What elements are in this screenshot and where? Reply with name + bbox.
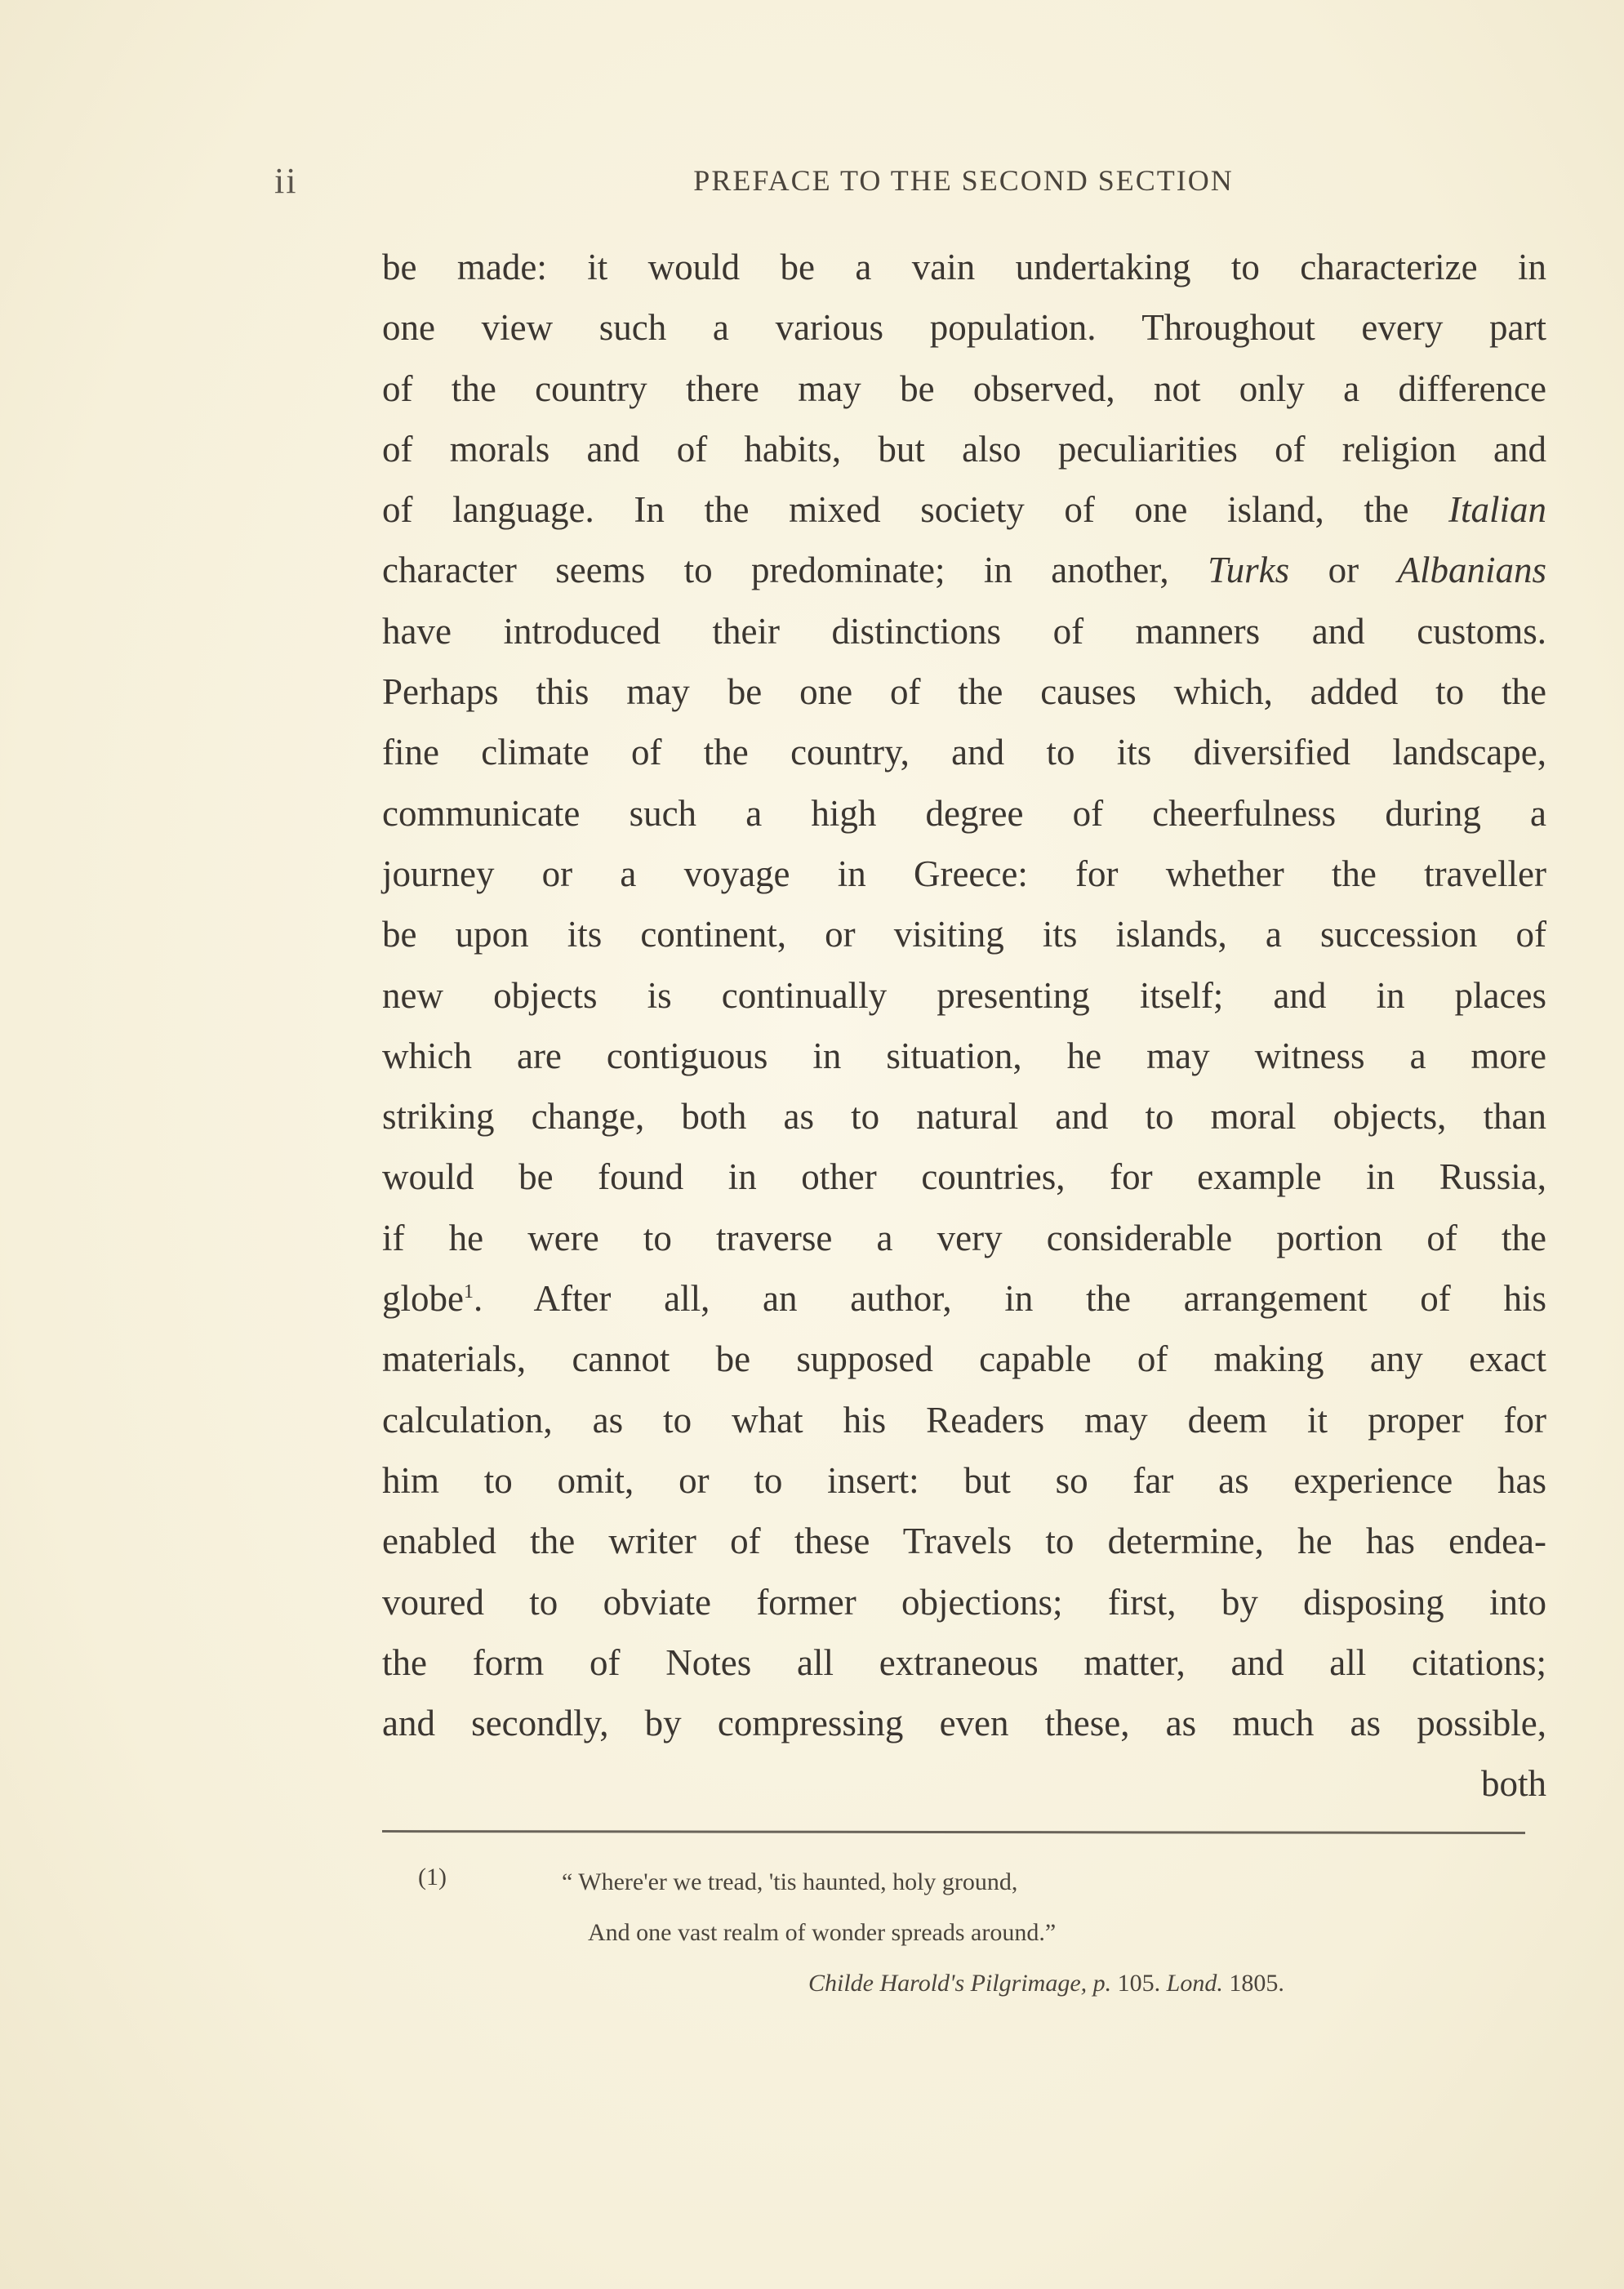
text-line [382, 783, 1546, 844]
text-line [382, 1753, 1546, 1814]
text-segment: voured to obviate former objections; first, by disposing into [382, 1581, 1546, 1623]
text-line [382, 844, 1546, 904]
text-line [382, 1329, 1546, 1389]
text-line [382, 904, 1546, 964]
footnote-reference: 1 [463, 1281, 474, 1303]
text-line [382, 237, 1546, 297]
text-segment: communicate such a high degree of cheerfulness during a [382, 792, 1546, 834]
text-segment: character seems to predominate; in another, [382, 550, 1208, 591]
text-line [382, 965, 1546, 1026]
text-segment: . After all, an author, in the arrangement of his [473, 1278, 1546, 1320]
text-line [382, 1693, 1546, 1753]
text-line [382, 479, 1546, 540]
text-segment: enabled the writer of these Travels to determine, he has endea- [382, 1521, 1546, 1562]
text-segment: calculation, as to what his Readers may deem it proper for [382, 1399, 1546, 1441]
cite-page: p. [1092, 1970, 1112, 1997]
body-text [382, 237, 1546, 1815]
text-line [382, 540, 1546, 600]
text-line [382, 1026, 1546, 1086]
text-segment: and secondly, by compressing even these, as much as possible, [382, 1703, 1546, 1744]
text-segment: Perhaps this may be one of the causes which, added to the [382, 671, 1546, 713]
footnote-divider [382, 1830, 1525, 1834]
text-line [382, 601, 1546, 661]
text-segment: of the country there may be observed, not only a difference [382, 367, 1546, 409]
page-number: ii [274, 161, 298, 201]
text-segment: which are contiguous in situation, he may witness a more [382, 1035, 1546, 1076]
text-line [382, 358, 1546, 419]
text-segment: be made: it would be a vain undertaking to characterize in [382, 247, 1546, 287]
text-line [382, 297, 1546, 358]
italic-text: Albanians [1397, 550, 1546, 591]
cite-place: Lond. [1166, 1970, 1223, 1997]
footnote-verse-line-2: And one vast realm of wonder spreads around.” [588, 1919, 1057, 1946]
text-line [382, 1511, 1546, 1571]
running-title: PREFACE TO THE SECOND SECTION [693, 164, 1234, 197]
text-segment: fine climate of the country, and to its diversified landscape, [382, 732, 1546, 773]
text-line [382, 722, 1546, 782]
text-segment: the form of Notes all extraneous matter, and all citations; [382, 1641, 1546, 1683]
text-line [382, 1572, 1546, 1632]
footnote-verse-line-1: “ Where'er we tread, 'tis haunted, holy ground, [562, 1868, 1018, 1895]
cite-title: Childe Harold's Pilgrimage, [808, 1970, 1088, 1997]
text-segment: both [1480, 1763, 1546, 1805]
footnote-mark: (1) [418, 1864, 447, 1890]
text-segment: would be found in other countries, for example in Russia, [382, 1156, 1546, 1198]
text-line [382, 1632, 1546, 1693]
text-segment: materials, cannot be supposed capable of making any exact [382, 1338, 1546, 1380]
text-line [382, 661, 1546, 722]
text-segment: striking change, both as to natural and to moral objects, than [382, 1096, 1546, 1138]
text-segment: globe [382, 1278, 464, 1320]
text-line [382, 1268, 1546, 1329]
text-segment: of morals and of habits, but also peculiarities of religion and [382, 428, 1546, 470]
text-line [382, 1450, 1546, 1511]
text-segment: new objects is continually presenting itself; and in places [382, 974, 1546, 1016]
footnote-citation [808, 1970, 1284, 1997]
text-segment: him to omit, or to insert: but so far as experience has [382, 1459, 1546, 1501]
italic-text: Italian [1448, 489, 1546, 531]
text-segment: have introduced their distinctions of manners and customs. [382, 610, 1546, 652]
italic-text: Turks [1208, 550, 1290, 591]
text-segment: of language. In the mixed society of one island, the [382, 489, 1448, 531]
text-segment: journey or a voyage in Greece: for whether the traveller [382, 853, 1546, 894]
text-segment: be upon its continent, or visiting its islands, a succession of [382, 914, 1546, 955]
text-line [382, 1086, 1546, 1147]
text-line [382, 1208, 1546, 1268]
text-segment: or [1289, 550, 1398, 591]
cite-page-number: 105. [1117, 1970, 1161, 1997]
text-line [382, 419, 1546, 479]
text-segment: one view such a various population. Throughout every part [382, 307, 1546, 349]
text-line [382, 1147, 1546, 1207]
text-segment: if he were to traverse a very considerable portion of the [382, 1217, 1546, 1258]
cite-year: 1805. [1229, 1970, 1284, 1997]
text-line [382, 1390, 1546, 1450]
